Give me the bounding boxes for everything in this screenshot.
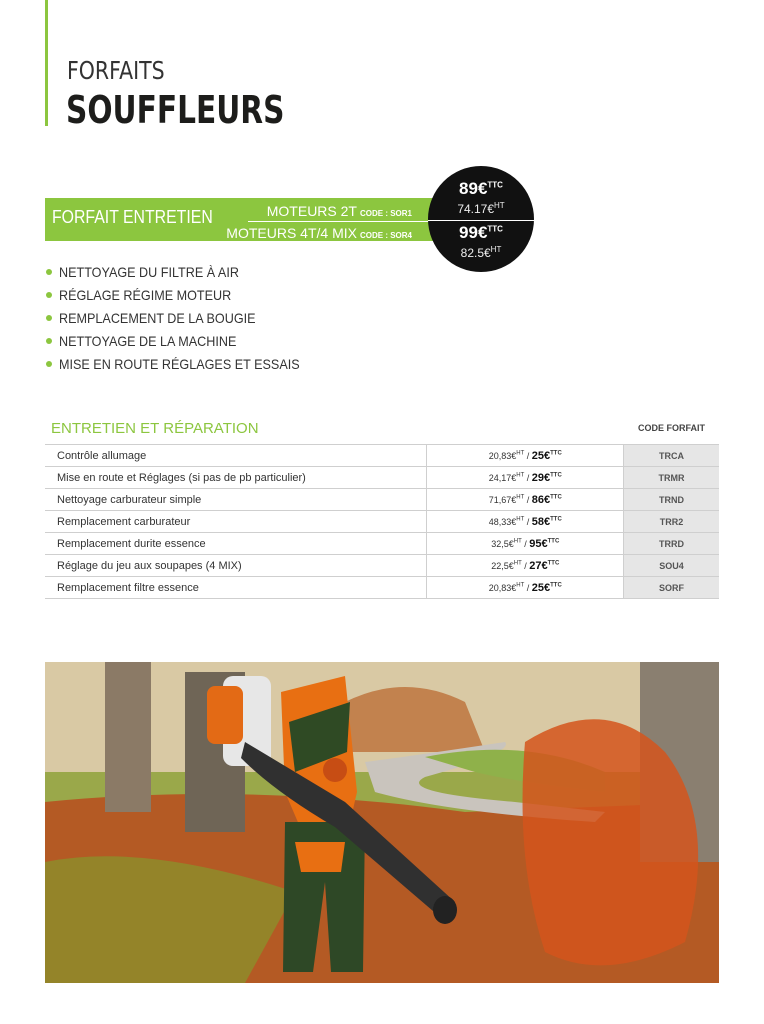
- table-row: [45, 467, 719, 489]
- service-label: Réglage du jeu aux soupapes (4 MIX): [45, 555, 427, 577]
- bullet-item: RÉGLAGE RÉGIME MOTEUR: [46, 283, 326, 306]
- photo-illustration: [45, 662, 719, 983]
- service-label: Nettoyage carburateur simple: [45, 489, 427, 511]
- table-row: [45, 555, 719, 577]
- table-row: [45, 511, 719, 533]
- price-circle: [428, 166, 534, 272]
- bullet-item: REMPLACEMENT DE LA BOUGIE: [46, 306, 326, 329]
- bullet-dot-icon: [46, 269, 52, 275]
- price-ht-unit: HT: [516, 493, 525, 500]
- price-4t-ttc: 99€$^{TTC}$: [459, 223, 503, 242]
- price-ht-unit: HT: [516, 449, 525, 456]
- accent-bar: [45, 0, 48, 126]
- price-ttc-unit: TTC: [547, 537, 560, 544]
- table-row: [45, 445, 719, 467]
- service-code: SOU4: [624, 555, 719, 577]
- price-ttc: 29€: [531, 471, 551, 484]
- service-price: [427, 577, 624, 599]
- repair-table: [45, 444, 719, 599]
- service-price: [427, 489, 624, 511]
- service-code: SORF: [624, 577, 719, 599]
- price-separator: /: [524, 450, 532, 461]
- price-ttc: 58€: [531, 515, 551, 528]
- service-code: TRND: [624, 489, 719, 511]
- service-code: TRRD: [624, 533, 719, 555]
- price-2t-ht: 74.17€$^{HT}$: [457, 201, 505, 216]
- price-ht-unit: HT: [513, 559, 522, 566]
- price-separator: /: [524, 472, 532, 483]
- service-price: [427, 511, 624, 533]
- price-ht: 24,17€: [488, 472, 517, 483]
- page-title-line2: SOUFFLEURS: [66, 88, 285, 132]
- service-price: [427, 445, 624, 467]
- price-separator: /: [521, 560, 530, 571]
- price-ttc: 27€: [529, 559, 548, 572]
- table-row: [45, 489, 719, 511]
- bullet-dot-icon: [46, 292, 52, 298]
- engine-4t-name: MOTEURS 4T/4 MIX: [226, 225, 357, 241]
- service-label: Mise en route et Réglages (si pas de pb particulier): [45, 467, 427, 489]
- price-ht: 20,83€: [488, 582, 517, 593]
- price-ht-unit: HT: [516, 581, 525, 588]
- bullet-item: NETTOYAGE DU FILTRE À AIR: [46, 260, 326, 283]
- price-ttc-unit: TTC: [550, 581, 562, 588]
- price-ttc: 25€: [531, 449, 551, 462]
- price-ttc-unit: TTC: [550, 449, 562, 456]
- forfait-bullet-list: [46, 260, 326, 375]
- service-code: TRR2: [624, 511, 719, 533]
- service-label: Contrôle allumage: [45, 445, 427, 467]
- service-label: Remplacement carburateur: [45, 511, 427, 533]
- service-code: TRCA: [624, 445, 719, 467]
- bullet-item: MISE EN ROUTE RÉGLAGES ET ESSAIS: [46, 352, 326, 375]
- code-forfait-header: CODE FORFAIT: [638, 423, 705, 433]
- price-ttc-unit: TTC: [550, 493, 562, 500]
- price-ttc-unit: TTC: [550, 515, 562, 522]
- service-price: [427, 555, 624, 577]
- price-separator: /: [524, 494, 532, 505]
- price-ht-unit: HT: [516, 515, 525, 522]
- page-title-line1: FORFAITS: [67, 56, 165, 85]
- service-price: [427, 533, 624, 555]
- bullet-item: NETTOYAGE DE LA MACHINE: [46, 329, 326, 352]
- price-ht: 20,83€: [488, 450, 517, 461]
- price-ht: 48,33€: [488, 516, 517, 527]
- table-row: [45, 533, 719, 555]
- price-separator: /: [521, 538, 530, 549]
- price-4t-ht: 82.5€$^{HT}$: [460, 245, 502, 260]
- price-ttc: 86€: [531, 493, 551, 506]
- engine-4t-line: [226, 225, 412, 241]
- price-ttc: 95€: [529, 537, 548, 550]
- price-separator: /: [524, 516, 532, 527]
- price-separator: /: [524, 582, 532, 593]
- price-ht: 32,5€: [491, 538, 514, 549]
- engine-2t-line: [267, 203, 412, 219]
- engine-4t-code: CODE : SOR4: [359, 231, 412, 240]
- service-code: TRMR: [624, 467, 719, 489]
- repair-section-title: ENTRETIEN ET RÉPARATION: [51, 420, 259, 437]
- price-ttc-unit: TTC: [547, 559, 560, 566]
- bullet-dot-icon: [46, 338, 52, 344]
- price-ht-unit: HT: [513, 537, 522, 544]
- bullet-dot-icon: [46, 315, 52, 321]
- price-ttc: 25€: [531, 581, 551, 594]
- table-row: [45, 577, 719, 599]
- price-ttc-unit: TTC: [550, 471, 562, 478]
- service-label: Remplacement durite essence: [45, 533, 427, 555]
- price-ht: 22,5€: [491, 560, 514, 571]
- service-label: Remplacement filtre essence: [45, 577, 427, 599]
- engine-2t-name: MOTEURS 2T: [266, 203, 357, 219]
- price-ht-unit: HT: [516, 471, 525, 478]
- price-ht: 71,67€: [488, 494, 517, 505]
- service-price: [427, 467, 624, 489]
- price-divider: [428, 220, 534, 221]
- forfait-label: FORFAIT ENTRETIEN: [52, 207, 213, 227]
- leaf-blower-photo: [45, 662, 719, 983]
- bullet-dot-icon: [46, 361, 52, 367]
- price-2t-ttc: 89€$^{TTC}$: [459, 179, 503, 198]
- engine-2t-code: CODE : SOR1: [359, 209, 412, 218]
